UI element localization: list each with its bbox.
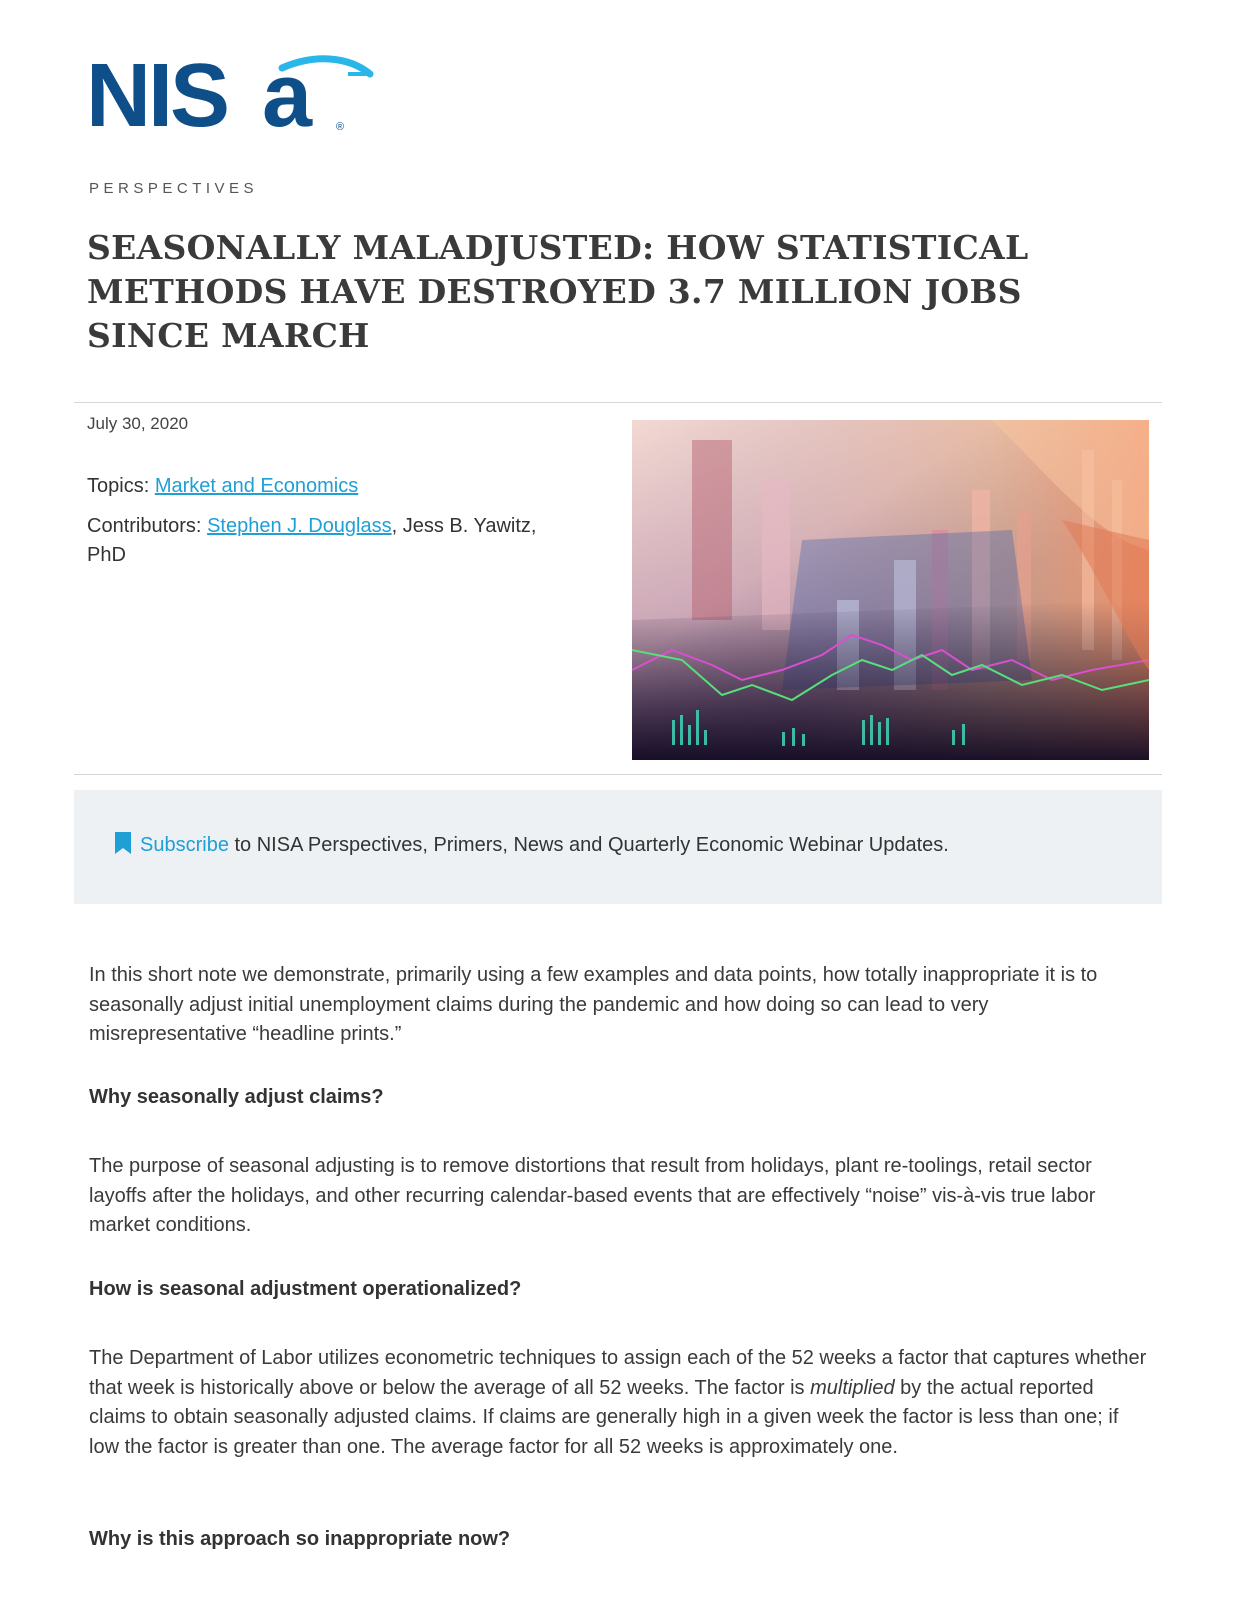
svg-text:®: ® [336, 121, 345, 133]
subscribe-banner [74, 790, 1162, 904]
financial-chart-image [632, 420, 1149, 760]
divider-bottom [74, 774, 1162, 775]
section-label: PERSPECTIVES [89, 180, 259, 197]
method-text-1: The Department of Labor utilizes econometric techniques to assign each of the 52 weeks a factor that captures whether that week is historically above or below the average of all 52 weeks. The factor is [89, 1347, 1147, 1399]
heading-why-inappropriate: Why is this approach so inappropriate now? [89, 1528, 511, 1550]
contributors-rest: , Jess B. Yawitz, PhD [87, 515, 537, 566]
contributors-label: Contributors: [87, 515, 202, 537]
method-emphasis: multiplied [810, 1376, 895, 1399]
nisa-logo[interactable] [86, 50, 376, 140]
svg-text:NIS: NIS [86, 50, 228, 140]
subscribe-description: to NISA Perspectives, Primers, News and Quarterly Economic Webinar Updates. [228, 834, 949, 856]
subscribe-text-line [114, 832, 949, 857]
topic-link-market-economics[interactable]: Market and Economics [154, 475, 359, 497]
heading-why-adjust: Why seasonally adjust claims? [89, 1086, 384, 1108]
contributor-link-douglass[interactable]: Stephen J. Douglass [207, 515, 392, 537]
divider-top [74, 402, 1162, 403]
nisa-logo-icon [86, 50, 376, 140]
method-text-2: by the actual reported claims to obtain seasonally adjusted claims. If claims are generally high in a given week the factor is less than one; if low the factor is greater than one. The average factor for all 52 weeks is approximately one. [89, 1376, 1119, 1458]
heading-operationalized: How is seasonal adjustment operationalized? [89, 1278, 522, 1300]
topics-label: Topics: [87, 475, 150, 497]
svg-text:a: a [262, 50, 313, 140]
contributors-line [87, 512, 577, 570]
paragraph-method [89, 1344, 1149, 1462]
hero-image [632, 420, 1149, 760]
paragraph-purpose: The purpose of seasonal adjusting is to remove distortions that result from holidays, plant re-toolings, retail sector layoffs after the holidays, and other recurring calendar-based events that are effectively “noise” vis-à-vis true labor market conditions. [89, 1155, 1096, 1236]
page-title: SEASONALLY MALADJUSTED: HOW STATISTICAL METHODS HAVE DESTROYED 3.7 MILLION JOBS SINCE MARCH [87, 228, 1029, 355]
topics-line [87, 472, 577, 501]
publish-date: July 30, 2020 [87, 414, 189, 433]
bookmark-icon [114, 832, 132, 854]
subscribe-link[interactable]: Subscribe [140, 834, 229, 856]
intro-paragraph: In this short note we demonstrate, primarily using a few examples and data points, how totally inappropriate it is to seasonally adjust initial unemployment claims during the pandemic and how doing so can lead to very misrepresentative “headline prints.” [89, 964, 1098, 1045]
